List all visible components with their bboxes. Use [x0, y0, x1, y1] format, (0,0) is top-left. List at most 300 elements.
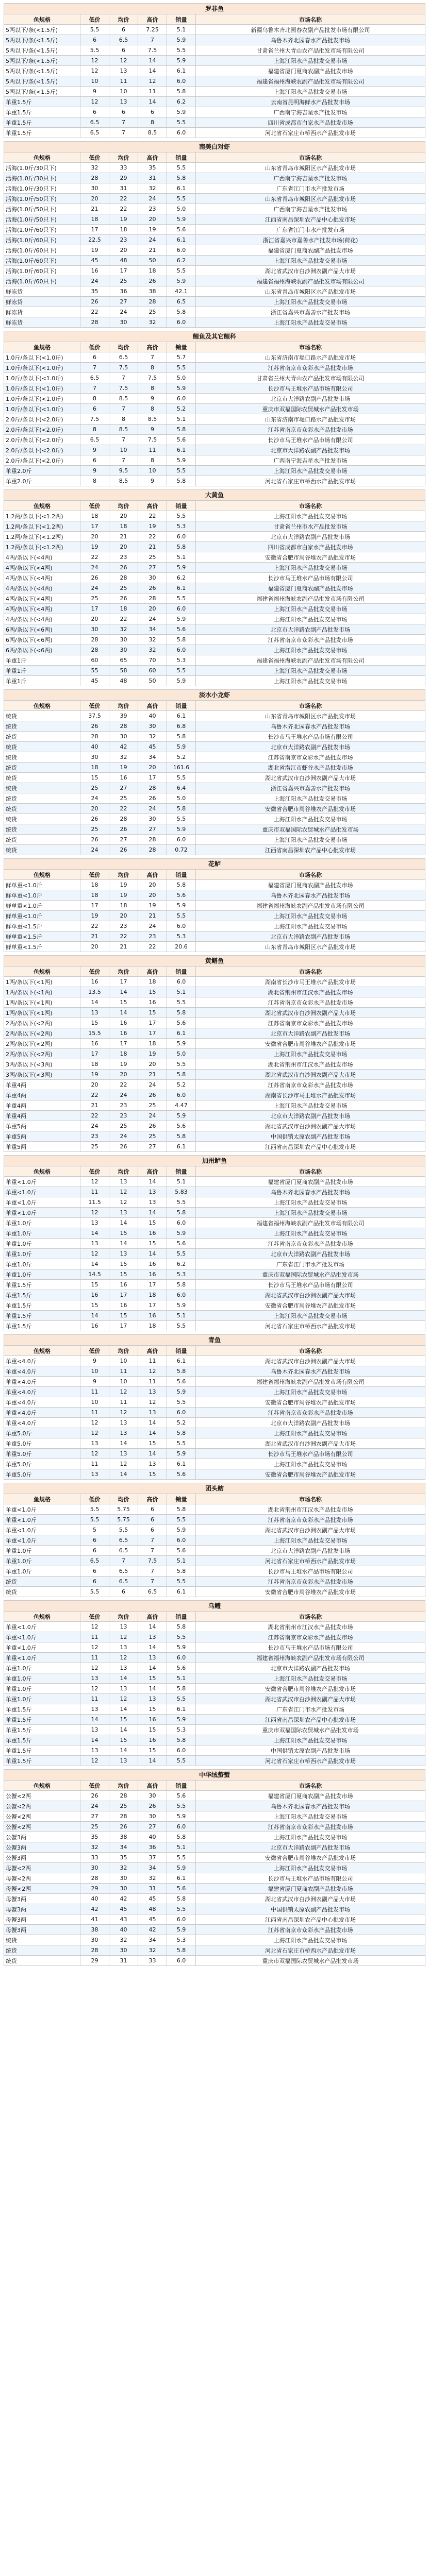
market-cell: 湖北省武汉市白沙洲农副产品大市场 [196, 1525, 425, 1535]
high-price-cell: 12 [138, 1397, 167, 1408]
header-row [4, 14, 425, 25]
avg-price-cell: 33 [109, 163, 138, 173]
avg-price-cell: 12 [109, 1197, 138, 1208]
table-row [4, 1894, 425, 1904]
market-cell: 湖北省武汉市白沙洲农副产品大市场 [196, 1290, 425, 1300]
high-price-cell: 15 [138, 1725, 167, 1735]
avg-price-cell: 19 [109, 762, 138, 773]
spec-cell: 鲜单重<1.0斤 [4, 901, 80, 911]
market-cell: 北京市大洋路农副产品批发市场 [196, 742, 425, 752]
market-cell: 广西南宁海吉星水产批发市场 [196, 455, 425, 466]
high-price-cell: 19 [138, 1049, 167, 1059]
market-cell: 中国供销太原农副产品批发市场 [196, 1904, 425, 1914]
market-cell: 湖北省潜江市虾谷水产品批发市场 [196, 762, 425, 773]
high-price-cell: 14 [138, 1418, 167, 1428]
market-cell: 四川省成都市白家水产品批发市场 [196, 117, 425, 128]
avg-price-cell: 13 [109, 1449, 138, 1459]
avg-price-cell: 14 [109, 1239, 138, 1249]
high-price-cell: 45 [138, 742, 167, 752]
spec-cell: 1.0斤/条以下(<1.0斤) [4, 363, 80, 373]
high-price-cell: 10 [138, 466, 167, 476]
high-price-cell: 16 [138, 1269, 167, 1280]
avg-price-cell: 14 [109, 1438, 138, 1449]
market-cell: 湖北省武汉市白沙洲农副产品大市场 [196, 1694, 425, 1704]
low-price-cell: 40 [80, 1894, 109, 1904]
market-cell: 安徽省合肥市周谷堆农产品批发市场 [196, 1853, 425, 1863]
market-cell: 福建省厦门夏商农副产品批发市场 [196, 1884, 425, 1894]
volume-cell: 5.9 [167, 35, 196, 45]
spec-cell: 统货 [4, 783, 80, 793]
spec-cell: 2两/条以下(<2两) [4, 1028, 80, 1039]
column-header: 鱼规格 [4, 1612, 80, 1622]
low-price-cell: 27 [80, 1811, 109, 1822]
avg-price-cell: 12 [109, 1387, 138, 1397]
spec-cell: 5两以下/条(<1.5斤) [4, 87, 80, 97]
high-price-cell: 28 [138, 783, 167, 793]
high-price-cell: 26 [138, 583, 167, 594]
market-cell: 上海江阳水产品批发交易市场 [196, 614, 425, 624]
high-price-cell: 18 [138, 266, 167, 276]
avg-price-cell: 7 [109, 435, 138, 445]
volume-cell: 6.1 [167, 183, 196, 194]
high-price-cell: 26 [138, 1090, 167, 1100]
market-cell: 湖北省武汉市白沙洲农副产品大市场 [196, 1121, 425, 1131]
spec-cell: 鲜冻货 [4, 307, 80, 317]
high-price-cell: 14 [138, 66, 167, 76]
table-row [4, 563, 425, 573]
market-cell: 河北省石家庄市桥西水产品批发市场 [196, 1556, 425, 1566]
low-price-cell: 9 [80, 445, 109, 455]
low-price-cell: 14 [80, 997, 109, 1008]
market-cell: 重庆市双福国际农贸城水产品批发市场 [196, 824, 425, 835]
volume-cell: 6.1 [167, 66, 196, 76]
high-price-cell: 12 [138, 1366, 167, 1377]
table-row [4, 1642, 425, 1653]
spec-cell: 单重1斤 [4, 676, 80, 686]
market-cell: 福建省厦门夏商农副产品批发市场 [196, 1177, 425, 1187]
market-cell: 北京市大洋路农副产品批发市场 [196, 1111, 425, 1121]
low-price-cell: 14 [80, 1735, 109, 1745]
avg-price-cell: 31 [109, 1956, 138, 1966]
volume-cell: 5.9 [167, 276, 196, 286]
volume-cell: 6.1 [167, 1028, 196, 1039]
high-price-cell: 31 [138, 1884, 167, 1894]
high-price-cell: 13 [138, 1408, 167, 1418]
avg-price-cell: 12 [109, 1408, 138, 1418]
high-price-cell: 14 [138, 1177, 167, 1187]
column-header: 高价 [138, 342, 167, 352]
spec-cell: 母蟹<2两 [4, 1873, 80, 1884]
column-header: 鱼规格 [4, 342, 80, 352]
avg-price-cell: 6.5 [109, 1535, 138, 1546]
market-cell: 北京市大洋路农副产品批发市场 [196, 1663, 425, 1673]
avg-price-cell: 17 [109, 1039, 138, 1049]
low-price-cell: 6 [80, 1535, 109, 1546]
market-cell: 上海江阳水产品批发交易市场 [196, 56, 425, 66]
avg-price-cell: 5.75 [109, 1504, 138, 1515]
price-report [4, 0, 425, 1966]
avg-price-cell: 35 [109, 1853, 138, 1863]
market-cell: 上海江阳水产品批发交易市场 [196, 1735, 425, 1745]
market-cell: 上海江阳水产品批发交易市场 [196, 1208, 425, 1218]
high-price-cell: 45 [138, 1914, 167, 1925]
high-price-cell: 45 [138, 1894, 167, 1904]
market-cell: 上海江阳水产品批发交易市场 [196, 1428, 425, 1438]
avg-price-cell: 48 [109, 256, 138, 266]
low-price-cell: 21 [80, 931, 109, 942]
market-cell: 安徽省合肥市周谷堆农产品批发市场 [196, 552, 425, 563]
high-price-cell: 17 [138, 773, 167, 783]
volume-cell: 5.5 [167, 666, 196, 676]
market-cell: 福建省福州海峡农副产品批发市场有限公司 [196, 655, 425, 666]
spec-cell: 单重1.5斤 [4, 1745, 80, 1756]
low-price-cell: 45 [80, 256, 109, 266]
spec-cell: 2.0斤/条以下(<2.0斤) [4, 425, 80, 435]
low-price-cell: 11.5 [80, 1197, 109, 1208]
spec-cell: 5两以下/条(<1.5斤) [4, 56, 80, 66]
spec-cell: 单重<1.0斤 [4, 1208, 80, 1218]
high-price-cell: 9 [138, 394, 167, 404]
high-price-cell: 17 [138, 1028, 167, 1039]
low-price-cell: 35 [80, 1832, 109, 1842]
high-price-cell: 16 [138, 997, 167, 1008]
high-price-cell: 18 [138, 1039, 167, 1049]
table-row [4, 645, 425, 655]
table-row [4, 1622, 425, 1632]
spec-cell: 1.0斤/条以下(<1.0斤) [4, 373, 80, 383]
low-price-cell: 14 [80, 1259, 109, 1269]
price-table [4, 869, 425, 952]
avg-price-cell: 14 [109, 1725, 138, 1735]
volume-cell: 5.8 [167, 1428, 196, 1438]
table-row [4, 1269, 425, 1280]
spec-cell: 单重<1.0斤 [4, 1177, 80, 1187]
header-row [4, 501, 425, 511]
high-price-cell: 14 [138, 1449, 167, 1459]
table-row [4, 1863, 425, 1873]
high-price-cell: 6 [138, 1504, 167, 1515]
table-row [4, 824, 425, 835]
market-cell: 重庆市双福国际农贸城水产品批发市场 [196, 1269, 425, 1280]
volume-cell: 5.9 [167, 563, 196, 573]
low-price-cell: 13 [80, 1218, 109, 1228]
table-row [4, 1356, 425, 1366]
volume-cell: 5.7 [167, 352, 196, 363]
low-price-cell: 24 [80, 1801, 109, 1811]
section-title: 黄鳝鱼 [4, 955, 425, 966]
low-price-cell: 28 [80, 645, 109, 655]
low-price-cell: 38 [80, 1925, 109, 1935]
volume-cell: 5.9 [167, 1387, 196, 1397]
spec-cell: 活海(1.0斤/50只下) [4, 214, 80, 225]
species-section [4, 1769, 425, 1966]
volume-cell: 5.1 [167, 1311, 196, 1321]
table-row [4, 1290, 425, 1300]
low-price-cell: 11 [80, 1632, 109, 1642]
spec-cell: 统货 [4, 1945, 80, 1956]
avg-price-cell: 12 [109, 1187, 138, 1197]
column-header: 销量 [167, 152, 196, 163]
avg-price-cell: 5.75 [109, 1515, 138, 1525]
low-price-cell: 17 [80, 225, 109, 235]
high-price-cell: 19 [138, 901, 167, 911]
table-row [4, 435, 425, 445]
column-header: 销量 [167, 1612, 196, 1622]
avg-price-cell: 36 [109, 286, 138, 297]
market-cell: 河北省石家庄市桥西水产品批发市场 [196, 1945, 425, 1956]
table-row [4, 117, 425, 128]
high-price-cell: 6 [138, 1515, 167, 1525]
avg-price-cell: 14 [109, 1704, 138, 1715]
spec-cell: 单重5.0斤 [4, 1438, 80, 1449]
spec-cell: 单重1.5斤 [4, 1300, 80, 1311]
volume-cell: 5.8 [167, 1735, 196, 1745]
column-header: 市场名称 [196, 1346, 425, 1356]
table-row [4, 363, 425, 373]
species-section [4, 331, 425, 486]
spec-cell: 单重1.5斤 [4, 1704, 80, 1715]
spec-cell: 活海(1.0斤/60只下) [4, 245, 80, 256]
column-header: 鱼规格 [4, 1494, 80, 1504]
column-header: 高价 [138, 1494, 167, 1504]
avg-price-cell: 23 [109, 921, 138, 931]
table-row [4, 752, 425, 762]
low-price-cell: 11 [80, 1653, 109, 1663]
spec-cell: 1.0斤/条以下(<1.0斤) [4, 394, 80, 404]
spec-cell: 单重5.0斤 [4, 1469, 80, 1480]
volume-cell: 5.0 [167, 793, 196, 804]
volume-cell: 5.8 [167, 476, 196, 486]
table-row [4, 183, 425, 194]
spec-cell: 统货 [4, 762, 80, 773]
volume-cell: 5.0 [167, 373, 196, 383]
market-cell: 安徽省合肥市周谷堆农产品批发市场 [196, 1300, 425, 1311]
high-price-cell: 30 [138, 1791, 167, 1801]
market-cell: 上海江阳水产品批发交易市场 [196, 1387, 425, 1397]
avg-price-cell: 24 [109, 1131, 138, 1142]
spec-cell: 鲜单重<1.5斤 [4, 942, 80, 952]
avg-price-cell: 19 [109, 890, 138, 901]
spec-cell: 1.2两/条以下(<1.2两) [4, 542, 80, 552]
high-price-cell: 42 [138, 1925, 167, 1935]
high-price-cell: 33 [138, 1956, 167, 1966]
low-price-cell: 12 [80, 1249, 109, 1259]
high-price-cell: 70 [138, 655, 167, 666]
high-price-cell: 21 [138, 245, 167, 256]
market-cell: 长沙市马王堆水产品市场有限公司 [196, 383, 425, 394]
table-row [4, 245, 425, 256]
table-row [4, 1387, 425, 1397]
spec-cell: 2.0斤/条以下(<2.0斤) [4, 455, 80, 466]
table-row [4, 1525, 425, 1535]
price-table [4, 966, 425, 1152]
volume-cell: 5.6 [167, 1791, 196, 1801]
high-price-cell: 35 [138, 163, 167, 173]
market-cell: 广西南宁海吉星水产批发市场 [196, 204, 425, 214]
header-row [4, 967, 425, 977]
header-row [4, 342, 425, 352]
table-row [4, 1673, 425, 1684]
spec-cell: 单重1.0斤 [4, 1239, 80, 1249]
table-row [4, 1756, 425, 1766]
volume-cell: 5.5 [167, 1632, 196, 1642]
high-price-cell: 20 [138, 1059, 167, 1070]
market-cell: 湖北省武汉市白沙洲农副产品大市场 [196, 266, 425, 276]
avg-price-cell: 22 [109, 1080, 138, 1090]
market-cell: 上海江阳水产品批发交易市场 [196, 1311, 425, 1321]
low-price-cell: 15 [80, 1280, 109, 1290]
volume-cell: 5.5 [167, 466, 196, 476]
table-row [4, 445, 425, 455]
spec-cell: 1两/条以下(<1两) [4, 987, 80, 997]
high-price-cell: 32 [138, 1873, 167, 1884]
spec-cell: 1两/条以下(<1两) [4, 1008, 80, 1018]
market-cell: 长沙市马王堆水产品市场有限公司 [196, 1566, 425, 1577]
volume-cell: 5.9 [167, 1449, 196, 1459]
market-cell: 上海江阳水产品批发交易市场 [196, 1459, 425, 1469]
low-price-cell: 13 [80, 1438, 109, 1449]
column-header: 销量 [167, 870, 196, 880]
avg-price-cell: 7 [109, 373, 138, 383]
column-header: 市场名称 [196, 870, 425, 880]
table-row [4, 1397, 425, 1408]
volume-cell: 5.5 [167, 997, 196, 1008]
avg-price-cell: 23 [109, 552, 138, 563]
low-price-cell: 18 [80, 762, 109, 773]
low-price-cell: 10 [80, 76, 109, 87]
spec-cell: 单重1.5斤 [4, 128, 80, 138]
market-cell: 上海江阳水产品批发交易市场 [196, 911, 425, 921]
high-price-cell: 11 [138, 1377, 167, 1387]
avg-price-cell: 15 [109, 1311, 138, 1321]
high-price-cell: 13 [138, 1632, 167, 1642]
low-price-cell: 6 [80, 35, 109, 45]
table-row [4, 931, 425, 942]
volume-cell: 5.8 [167, 635, 196, 645]
low-price-cell: 12 [80, 1642, 109, 1653]
table-row [4, 1249, 425, 1259]
avg-price-cell: 20 [109, 245, 138, 256]
spec-cell: 鲜单重<1.0斤 [4, 911, 80, 921]
spec-cell: 单重<1.0斤 [4, 1632, 80, 1642]
table-row [4, 1459, 425, 1469]
table-row [4, 655, 425, 666]
spec-cell: 统货 [4, 721, 80, 732]
header-row [4, 701, 425, 711]
table-row [4, 1366, 425, 1377]
market-cell: 河北省石家庄市桥西水产品批发市场 [196, 1756, 425, 1766]
high-price-cell: 26 [138, 1801, 167, 1811]
low-price-cell: 9 [80, 1377, 109, 1387]
volume-cell: 6.5 [167, 297, 196, 307]
avg-price-cell: 18 [109, 901, 138, 911]
volume-cell: 4.47 [167, 1100, 196, 1111]
market-cell: 甘肃省兰州大青山农产品批发市场有限公司 [196, 373, 425, 383]
market-cell: 北京市大洋路农副产品批发市场 [196, 394, 425, 404]
spec-cell: 1.2两/条以下(<1.2两) [4, 511, 80, 521]
low-price-cell: 14 [80, 1715, 109, 1725]
column-header: 高价 [138, 870, 167, 880]
high-price-cell: 14 [138, 1208, 167, 1218]
market-cell: 湖南省长沙市马王堆水产品批发市场 [196, 977, 425, 987]
spec-cell: 单重<1.0斤 [4, 1653, 80, 1663]
market-cell: 上海江阳水产品批发交易市场 [196, 1228, 425, 1239]
spec-cell: 鲜冻货 [4, 317, 80, 328]
volume-cell: 5.6 [167, 1018, 196, 1028]
market-cell: 长沙市马王堆水产品市场有限公司 [196, 1642, 425, 1653]
avg-price-cell: 28 [109, 1811, 138, 1822]
table-row [4, 542, 425, 552]
high-price-cell: 22 [138, 511, 167, 521]
high-price-cell: 27 [138, 824, 167, 835]
table-row [4, 1735, 425, 1745]
volume-cell: 5.6 [167, 1121, 196, 1131]
market-cell: 江苏省南京市众彩水产品批发市场 [196, 1239, 425, 1249]
volume-cell: 6.0 [167, 128, 196, 138]
avg-price-cell: 8.5 [109, 425, 138, 435]
avg-price-cell: 23 [109, 1100, 138, 1111]
low-price-cell: 11 [80, 1187, 109, 1197]
spec-cell: 单重<1.0斤 [4, 1642, 80, 1653]
high-price-cell: 24 [138, 804, 167, 814]
column-header: 低价 [80, 967, 109, 977]
avg-price-cell: 58 [109, 666, 138, 676]
column-header: 市场名称 [196, 1612, 425, 1622]
header-row [4, 1612, 425, 1622]
table-row [4, 1070, 425, 1080]
market-cell: 福建省厦门夏商农副产品批发市场 [196, 583, 425, 594]
high-price-cell: 13 [138, 1459, 167, 1469]
avg-price-cell: 13 [109, 1208, 138, 1218]
avg-price-cell: 16 [109, 773, 138, 783]
avg-price-cell: 15 [109, 997, 138, 1008]
spec-cell: 母蟹3两 [4, 1904, 80, 1914]
avg-price-cell: 45 [109, 1904, 138, 1914]
high-price-cell: 15 [138, 987, 167, 997]
volume-cell: 5.8 [167, 880, 196, 890]
column-header: 低价 [80, 501, 109, 511]
volume-cell: 5.1 [167, 25, 196, 35]
table-row [4, 1177, 425, 1187]
avg-price-cell: 18 [109, 604, 138, 614]
low-price-cell: 26 [80, 814, 109, 824]
market-cell: 乌鲁木齐北园春水产品批发市场 [196, 1366, 425, 1377]
market-cell: 福建省福州海峡农副产品批发市场有限公司 [196, 1377, 425, 1387]
volume-cell: 5.6 [167, 1663, 196, 1673]
low-price-cell: 19 [80, 245, 109, 256]
volume-cell: 6.0 [167, 1914, 196, 1925]
volume-cell: 5.5 [167, 1397, 196, 1408]
price-table [4, 342, 425, 486]
avg-price-cell: 13 [109, 1418, 138, 1428]
high-price-cell: 14 [138, 1642, 167, 1653]
market-cell: 上海江阳水产品批发交易市场 [196, 814, 425, 824]
header-row [4, 1494, 425, 1504]
volume-cell: 5.5 [167, 773, 196, 783]
high-price-cell: 34 [138, 1935, 167, 1945]
high-price-cell: 6 [138, 107, 167, 117]
avg-price-cell: 16 [109, 1028, 138, 1039]
low-price-cell: 9 [80, 1356, 109, 1366]
high-price-cell: 7.5 [138, 45, 167, 56]
spec-cell: 单重1.0斤 [4, 1249, 80, 1259]
high-price-cell: 15 [138, 1704, 167, 1715]
market-cell: 北京市大洋路农副产品批发市场 [196, 624, 425, 635]
low-price-cell: 12 [80, 1177, 109, 1187]
volume-cell: 5.8 [167, 804, 196, 814]
table-row [4, 297, 425, 307]
low-price-cell: 19 [80, 1070, 109, 1080]
